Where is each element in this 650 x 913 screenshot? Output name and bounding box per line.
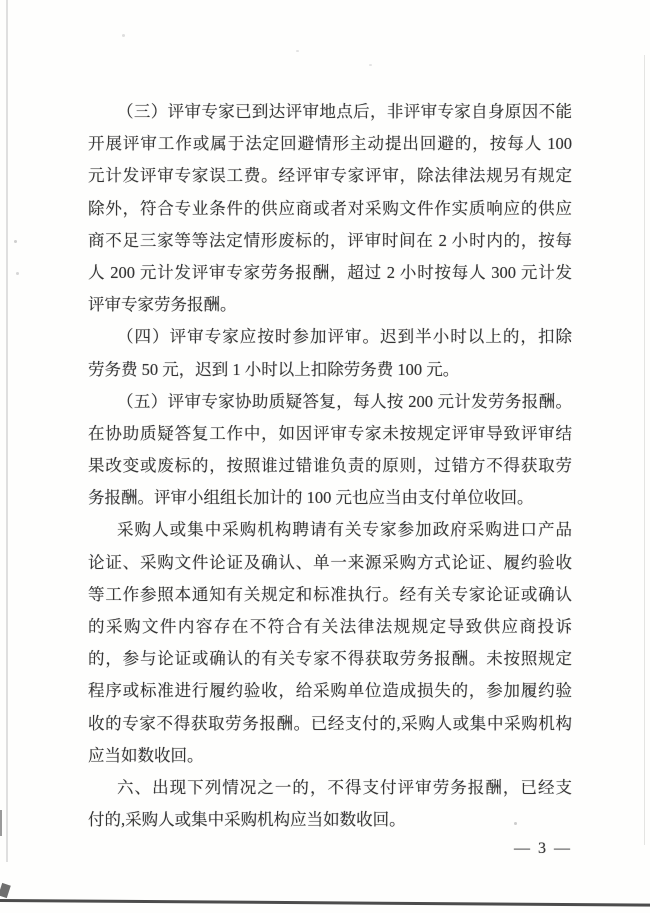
document-line: 采购人或集中采购机构聘请有关专家参加政府采购进口产品 (117, 520, 572, 540)
scan-speck (14, 240, 17, 243)
document-line: 人 200 元计发评审专家劳务报酬，超过 2 小时按每人 300 元计发 (88, 262, 572, 282)
document-line: 收的专家不得获取劳务报酬。已经支付的,采购人或集中采购机构 (88, 713, 572, 733)
document-text-block (88, 96, 572, 868)
document-line: 元计发评审专家误工费。经评审专家评审，除法律法规另有规定 (88, 166, 572, 186)
document-line: （四）评审专家应按时参加评审。迟到半小时以上的，扣除 (117, 327, 572, 347)
document-line: 六、出现下列情况之一的，不得支付评审劳务报酬，已经支 (117, 777, 572, 797)
document-line: 劳务费 50 元，迟到 1 小时以上扣除劳务费 100 元。 (88, 359, 460, 379)
document-line: 务报酬。评审小组组长加计的 100 元也应当由支付单位收回。 (88, 488, 534, 508)
document-line: 开展评审工作或属于法定回避情形主动提出回避的，按每人 100 (88, 134, 572, 154)
scan-speck (16, 272, 19, 275)
document-line: 在协助质疑答复工作中，如因评审专家未按规定评审导致评审结 (88, 423, 572, 443)
scan-artifact-left-edge (6, 0, 8, 862)
document-line: 的采购文件内容存在不符合有关法律法规规定导致供应商投诉 (88, 617, 572, 636)
document-line: （五）评审专家协助质疑答复，每人按 200 元计发劳务报酬。 (117, 391, 572, 411)
document-line: （三）评审专家已到达评审地点后，非评审专家自身原因不能 (117, 102, 572, 121)
document-line: 商不足三家等等法定情形废标的，评审时间在 2 小时内的，按每 (88, 230, 572, 250)
document-line: 程序或标准进行履约验收，给采购单位造成损失的，参加履约验 (88, 681, 572, 701)
scan-artifact-left-edge-dark (0, 810, 2, 836)
scan-artifact-right-edge (644, 55, 645, 845)
document-line: 评审专家劳务报酬。 (88, 295, 237, 315)
scan-speck (369, 64, 372, 66)
document-line: 除外，符合专业条件的供应商或者对采购文件作实质响应的供应 (88, 198, 572, 218)
scan-artifact-bottom-corner (0, 883, 11, 898)
document-line: 付的,采购人或集中采购机构应当如数收回。 (88, 810, 406, 830)
scan-speck (514, 822, 517, 825)
page-number: — 3 — (514, 840, 572, 858)
scan-speck (296, 50, 299, 52)
document-line: 应当如数收回。 (88, 745, 204, 765)
scan-artifact-bottom-edge (0, 899, 650, 907)
document-line: 等工作参照本通知有关规定和标准执行。经有关专家论证或确认 (88, 584, 572, 604)
document-line: 果改变或废标的，按照谁过错谁负责的原则，过错方不得获取劳 (88, 456, 572, 476)
scan-speck (122, 34, 125, 37)
document-line: 的，参与论证或确认的有关专家不得获取劳务报酬。未按照规定 (88, 649, 572, 669)
document-line: 论证、采购文件论证及确认、单一来源采购方式论证、履约验收 (88, 552, 572, 572)
